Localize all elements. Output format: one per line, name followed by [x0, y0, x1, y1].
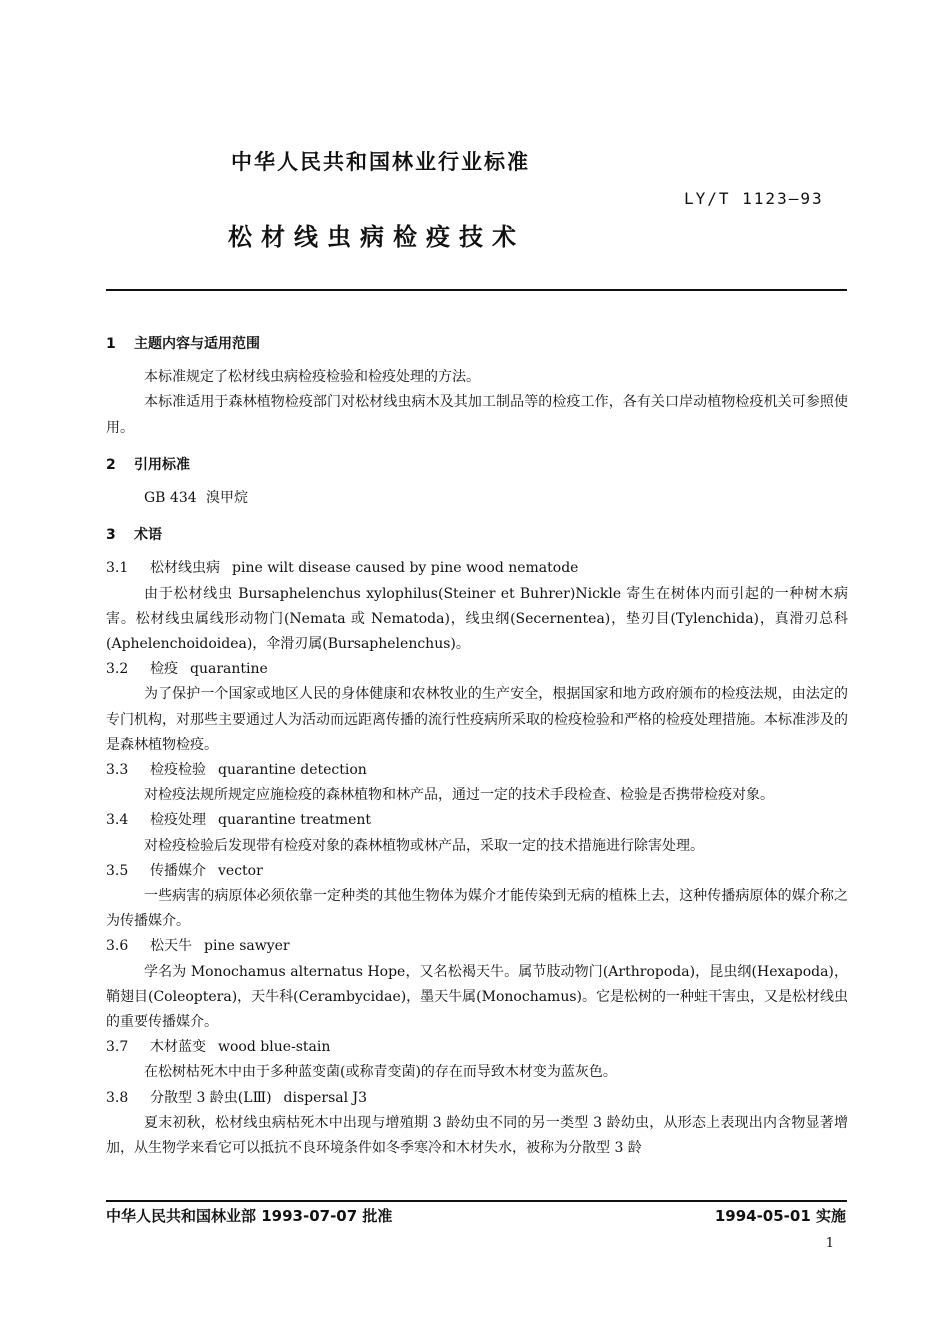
term-heading [106, 1086, 848, 1111]
term-number: 3.6 [106, 938, 129, 955]
term-definition: 对检疫法规所规定应施检疫的森林植物和林产品，通过一定的技术手段检查、检验是否携带检疫对象。 [144, 787, 774, 804]
term-number: 3.5 [106, 862, 129, 879]
term-english: pine wilt disease caused by pine wood nematode [232, 560, 579, 577]
term-chinese: 检疫处理 [150, 812, 206, 829]
document-title: 松材线虫病检疫技术 [228, 223, 525, 251]
term-number: 3.8 [106, 1089, 129, 1106]
standard-category: 中华人民共和国林业行业标准 [231, 150, 530, 174]
section-title: 术语 [134, 527, 162, 544]
term-heading [106, 808, 848, 833]
paragraph: 本标准适用于森林植物检疫部门对松材线虫病木及其加工制品等的检疫工作，各有关口岸动植物检疫机关可参照使用。 [106, 394, 848, 436]
term-chinese: 检疫 [150, 661, 178, 678]
term-chinese: 检疫检验 [150, 762, 206, 779]
term-heading [106, 657, 848, 682]
section-number: 3 [106, 527, 116, 544]
section-number: 2 [106, 456, 116, 473]
term-heading [106, 556, 848, 581]
term-heading [106, 859, 848, 884]
term-number: 3.2 [106, 661, 129, 678]
effective-date: 1994-05-01 实施 [714, 1207, 846, 1225]
footer-divider [106, 1200, 847, 1202]
term-chinese: 松材线虫病 [150, 560, 220, 577]
reference-code: GB 434 [144, 490, 197, 507]
term-definition: 学名为 Monochamus alternatus Hope，又名松褐天牛。属节肢动物门(Arthropoda)，昆虫纲(Hexapoda)，鞘翅目(Coleoptera)，天牛科(Cerambycidae)，墨天牛属(Monochamus)。它是松树的一种蛀干害虫，又是松材线虫的重要传播媒介。 [106, 963, 848, 1031]
section-3-heading [106, 523, 848, 548]
term-definition: 为了保护一个国家或地区人民的身体健康和农林牧业的生产安全，根据国家和地方政府颁布的检疫法规，由法定的专门机构，对那些主要通过人为活动而远距离传播的流行性疫病所采取的检疫检验和严格的检疫处理措施。本标准涉及的是森林植物检疫。 [106, 686, 848, 753]
term-number: 3.3 [106, 762, 129, 779]
paragraph: 本标准规定了松材线虫病检疫检验和检疫处理的方法。 [144, 369, 480, 386]
section-2-heading [106, 453, 848, 478]
term-english: quarantine treatment [218, 812, 372, 829]
term-chinese: 传播媒介 [150, 862, 206, 879]
term-english: dispersal J3 [283, 1089, 368, 1106]
document-body [106, 326, 848, 1161]
page-number: 1 [825, 1236, 834, 1251]
term-number: 3.7 [106, 1039, 129, 1056]
reference-name: 溴甲烷 [206, 490, 248, 507]
term-definition: 夏末初秋，松材线虫病枯死木中出现与增殖期 3 龄幼虫不同的另一类型 3 龄幼虫，从形态上表现出内含物显著增加，从生物学来看它可以抵抗不良环境条件如冬季寒冷和木材失水，被称为分散型 3 龄 [106, 1114, 848, 1157]
header-divider [106, 289, 847, 291]
term-heading [106, 758, 848, 783]
standard-code: LY/T 1123—93 [684, 189, 824, 208]
term-number: 3.1 [106, 560, 129, 577]
term-chinese: 松天牛 [150, 938, 192, 955]
section-title: 引用标准 [134, 456, 190, 473]
term-definition: 一些病害的病原体必须依靠一定种类的其他生物体为媒介才能传染到无病的植株上去，这种传播病原体的媒介称之为传播媒介。 [106, 888, 848, 930]
term-heading [106, 934, 848, 959]
section-number: 1 [106, 336, 116, 352]
term-chinese: 分散型 3 龄虫(LⅢ) [150, 1089, 272, 1106]
section-title: 主题内容与适用范围 [134, 336, 260, 352]
reference-entry [106, 486, 848, 511]
term-english: quarantine detection [218, 762, 367, 779]
term-number: 3.4 [106, 812, 129, 829]
term-english: pine sawyer [204, 938, 290, 955]
term-definition: 对检疫检验后发现带有检疫对象的森林植物或林产品，采取一定的技术措施进行除害处理。 [144, 837, 704, 854]
term-definition: 在松树枯死木中由于多种蓝变菌(或称青变菌)的存在而导致木材变为蓝灰色。 [144, 1064, 617, 1081]
term-heading [106, 1035, 848, 1060]
approval-date: 中华人民共和国林业部 1993-07-07 批准 [106, 1207, 393, 1225]
term-english: quarantine [190, 661, 268, 678]
term-chinese: 木材蓝变 [150, 1039, 206, 1056]
section-1-heading [106, 332, 848, 357]
term-definition: 由于松材线虫 Bursaphelenchus xylophilus(Steiner et Buhrer)Nickle 寄生在树体内而引起的一种树木病害。松材线虫属线形动物门(Nemata 或 Nematoda)，线虫纲(Secernentea)，垫刃目(Tylenchida)，真滑刃总科(Aphelenchoidoidea)，伞滑刃属(Bursaphelenchus)。 [106, 585, 848, 653]
term-english: wood blue-stain [218, 1039, 331, 1056]
term-english: vector [218, 862, 263, 879]
